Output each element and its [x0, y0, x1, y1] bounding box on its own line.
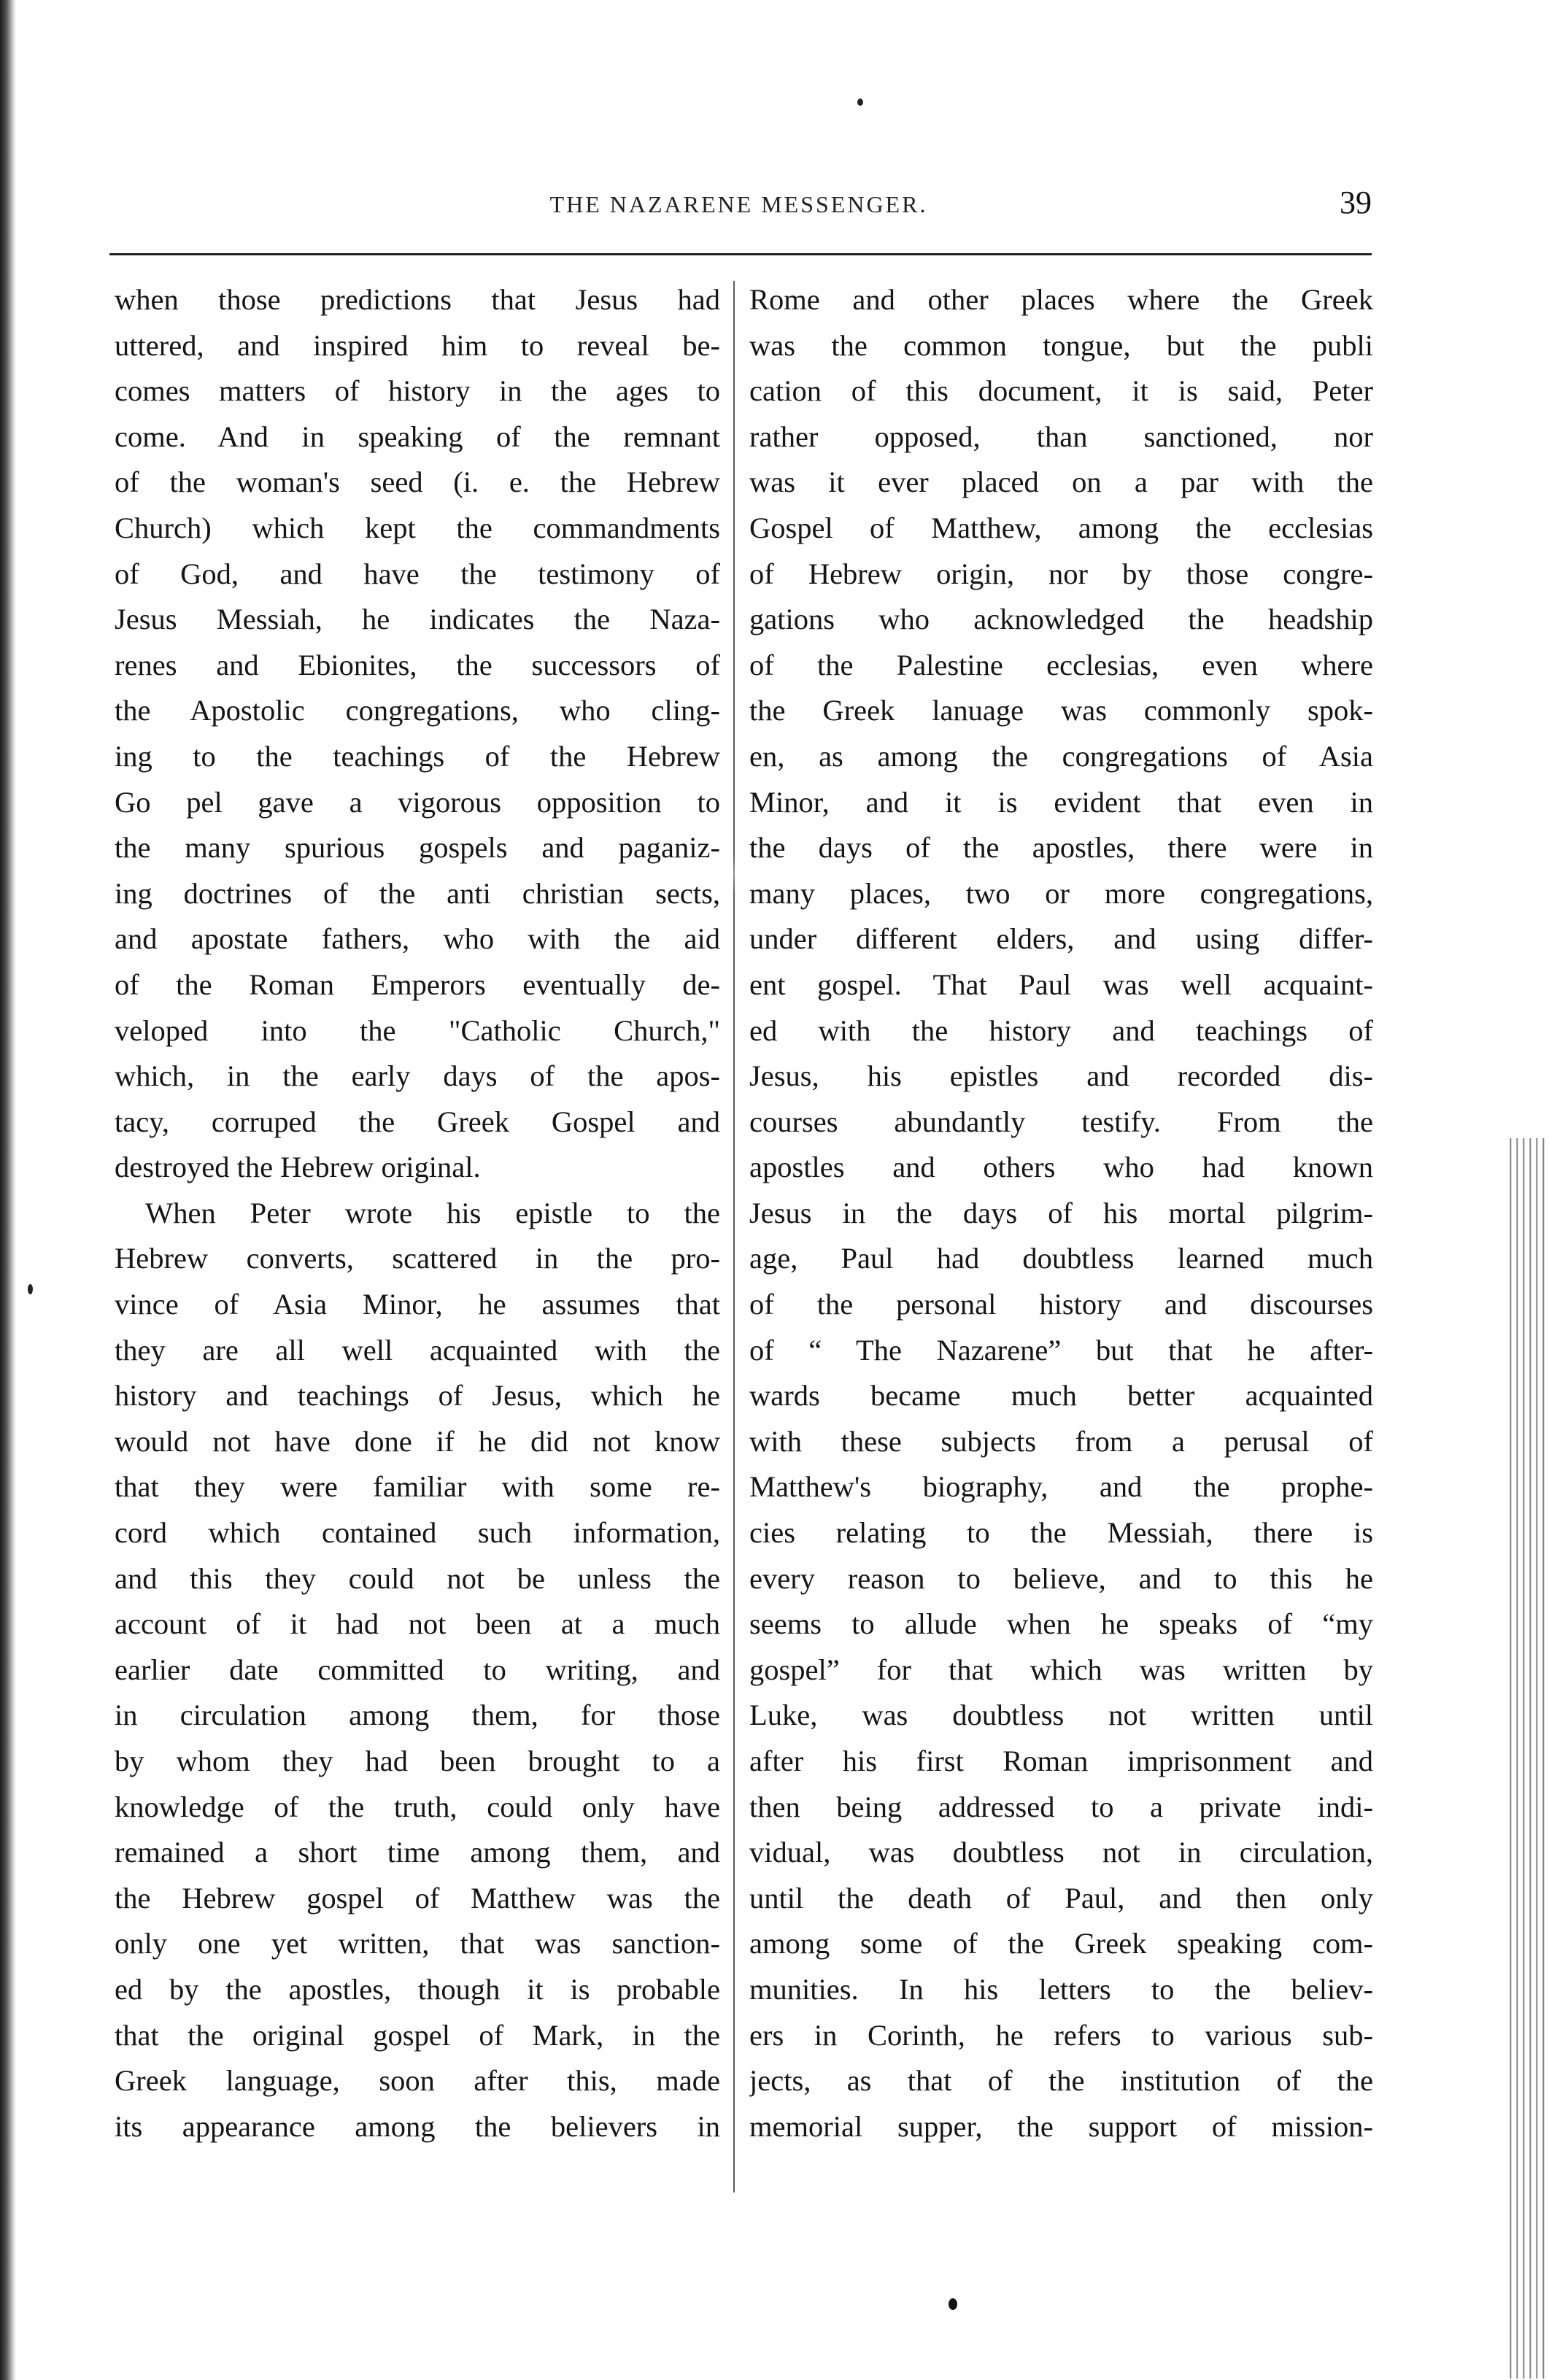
- text-line: only one yet written, that was sanction-: [115, 1927, 720, 1960]
- text-line: with these subjects from a perusal of: [749, 1424, 1373, 1458]
- text-line: they are all well acquainted with the: [115, 1333, 720, 1367]
- text-line: ing doctrines of the anti christian sects,: [115, 876, 720, 910]
- text-line: was it ever placed on a par with the: [749, 465, 1373, 499]
- text-line: remained a short time among them, and: [115, 1836, 720, 1869]
- text-line: the Apostolic congregations, who cling-: [115, 694, 720, 727]
- left-column: [115, 277, 720, 2149]
- text-line: its appearance among the believers in: [115, 2109, 720, 2143]
- text-line: that they were familiar with some re-: [115, 1470, 720, 1504]
- text-line: apostles and others who had known: [749, 1151, 1373, 1184]
- text-line: would not have done if he did not know: [115, 1424, 720, 1458]
- text-line: Minor, and it is evident that even in: [749, 785, 1373, 819]
- text-line: the Hebrew gospel of Matthew was the: [115, 1881, 720, 1915]
- text-line: earlier date committed to writing, and: [115, 1653, 720, 1686]
- paragraph-start-line: When Peter wrote his epistle to the: [145, 1196, 720, 1229]
- text-line: rather opposed, than sanctioned, nor: [749, 420, 1373, 453]
- text-line: ent gospel. That Paul was well acquaint-: [749, 967, 1373, 1001]
- text-line: that the original gospel of Mark, in the: [115, 2018, 720, 2052]
- text-line: Hebrew converts, scattered in the pro-: [115, 1242, 720, 1275]
- text-line: gospel” for that which was written by: [749, 1653, 1373, 1686]
- text-line: the Greek lanuage was commonly spok-: [749, 694, 1373, 727]
- page-number: 39: [1340, 185, 1372, 220]
- text-line: after his first Roman imprisonment and: [749, 1745, 1373, 1777]
- text-line: in circulation among them, for those: [115, 1699, 720, 1732]
- text-line: uttered, and inspired him to reveal be-: [115, 328, 720, 362]
- running-title: THE NAZARENE MESSENGER.: [549, 191, 928, 217]
- text-line: cation of this document, it is said, Peter: [749, 374, 1373, 408]
- text-line: history and teachings of Jesus, which he: [115, 1379, 720, 1413]
- text-line: the many spurious gospels and paganiz-: [115, 831, 720, 865]
- text-line: veloped into the "Catholic Church,": [115, 1013, 720, 1047]
- header-rule: [109, 253, 1372, 255]
- text-line: the days of the apostles, there were in: [749, 831, 1373, 865]
- text-line: and apostate fathers, who with the aid: [115, 922, 720, 956]
- text-line: gations who acknowledged the headship: [749, 603, 1373, 636]
- text-line: Rome and other places where the Greek: [749, 283, 1373, 316]
- text-line: every reason to believe, and to this he: [749, 1561, 1373, 1595]
- text-line: of the Roman Emperors eventually de-: [115, 967, 720, 1001]
- text-line: Matthew's biography, and the prophe-: [749, 1470, 1373, 1504]
- text-line: of “ The Nazarene” but that he after-: [749, 1333, 1373, 1367]
- text-line: Go pel gave a vigorous opposition to: [115, 785, 720, 819]
- column-divider: [733, 281, 735, 2192]
- scan-edge-texture: [1505, 1138, 1549, 2379]
- text-line: of the personal history and discourses: [749, 1288, 1373, 1321]
- text-line: many places, two or more congregations,: [749, 876, 1373, 910]
- scan-speck: [857, 98, 863, 106]
- text-line: ed with the history and teachings of: [749, 1013, 1373, 1047]
- text-line: renes and Ebionites, the successors of: [115, 648, 720, 681]
- text-line: which, in the early days of the apos-: [115, 1059, 720, 1093]
- text-line: when those predictions that Jesus had: [115, 283, 720, 316]
- text-line: comes matters of history in the ages to: [115, 374, 720, 408]
- text-line: was the common tongue, but the publi: [749, 328, 1373, 362]
- text-line: en, as among the congregations of Asia: [749, 739, 1373, 773]
- text-line: of God, and have the testimony of: [115, 557, 720, 590]
- text-line: wards became much better acquainted: [749, 1379, 1373, 1413]
- text-line: of Hebrew origin, nor by those congre-: [749, 557, 1373, 590]
- text-line: Luke, was doubtless not written until: [749, 1699, 1373, 1732]
- text-line: courses abundantly testify. From the: [749, 1105, 1373, 1138]
- text-line: Gospel of Matthew, among the ecclesias: [749, 511, 1373, 544]
- paragraph-end-line: destroyed the Hebrew original.: [115, 1151, 481, 1184]
- text-line: Church) which kept the commandments: [115, 511, 720, 544]
- text-line: account of it had not been at a much: [115, 1607, 720, 1641]
- text-line: Greek language, soon after this, made: [115, 2064, 720, 2098]
- text-line: Jesus, his epistles and recorded dis-: [749, 1059, 1373, 1093]
- text-line: vince of Asia Minor, he assumes that: [115, 1288, 720, 1321]
- text-line: by whom they had been brought to a: [115, 1745, 720, 1777]
- text-line: of the Palestine ecclesias, even where: [749, 648, 1373, 681]
- text-line: ers in Corinth, he refers to various sub-: [749, 2018, 1373, 2052]
- text-line: ed by the apostles, though it is probable: [115, 1972, 720, 2006]
- text-line: tacy, corruped the Greek Gospel and: [115, 1105, 720, 1138]
- text-line: Jesus in the days of his mortal pilgrim-: [749, 1196, 1373, 1229]
- text-line: then being addressed to a private indi-: [749, 1790, 1373, 1823]
- text-line: seems to allude when he speaks of “my: [749, 1607, 1373, 1641]
- scan-speck: [28, 1284, 33, 1294]
- text-line: ing to the teachings of the Hebrew: [115, 739, 720, 773]
- text-line: cies relating to the Messiah, there is: [749, 1516, 1373, 1550]
- scan-binding-shadow: [0, 0, 16, 2380]
- text-line: age, Paul had doubtless learned much: [749, 1242, 1373, 1275]
- page-header: [106, 185, 1372, 228]
- text-line: cord which contained such information,: [115, 1516, 720, 1550]
- text-line: vidual, was doubtless not in circulation,: [749, 1836, 1373, 1869]
- text-line: come. And in speaking of the remnant: [115, 420, 720, 453]
- text-line: and this they could not be unless the: [115, 1561, 720, 1595]
- text-line: among some of the Greek speaking com-: [749, 1927, 1373, 1960]
- text-line: of the woman's seed (i. e. the Hebrew: [115, 465, 720, 499]
- text-line: munities. In his letters to the believ-: [749, 1972, 1373, 2006]
- text-line: knowledge of the truth, could only have: [115, 1790, 720, 1823]
- text-line: jects, as that of the institution of the: [749, 2064, 1373, 2098]
- text-line: until the death of Paul, and then only: [749, 1881, 1373, 1915]
- text-line: memorial supper, the support of mission-: [749, 2109, 1373, 2143]
- right-column: [749, 277, 1373, 2149]
- printer-mark: [949, 2298, 957, 2310]
- text-line: under different elders, and using differ-: [749, 922, 1373, 956]
- text-line: Jesus Messiah, he indicates the Naza-: [115, 603, 720, 636]
